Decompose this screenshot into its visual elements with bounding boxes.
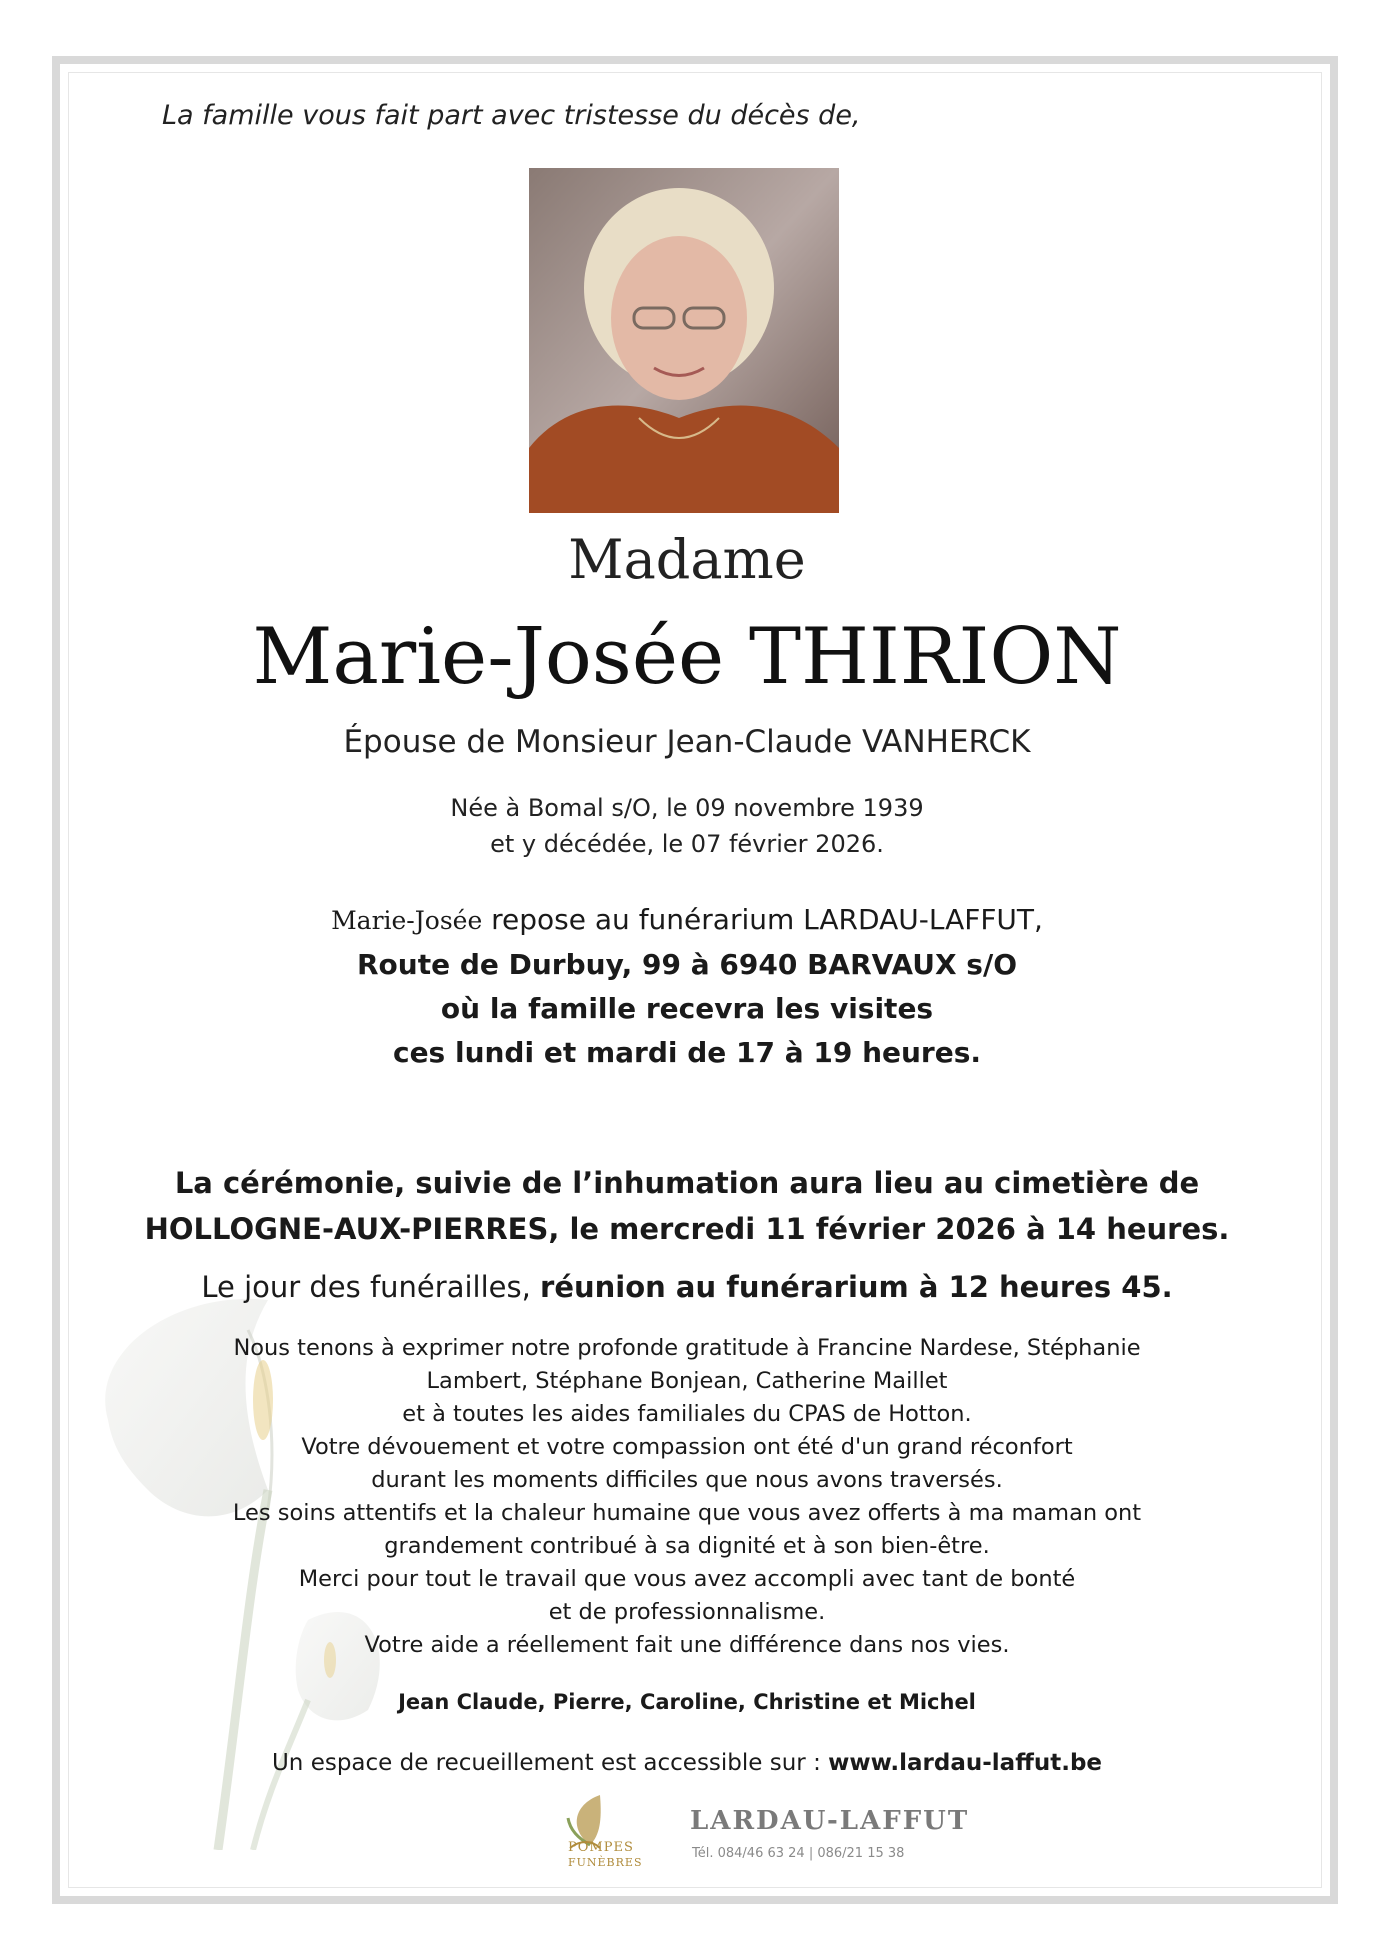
memorial-link-line <box>60 1750 1314 1776</box>
address-line: Route de Durbuy, 99 à 6940 BARVAUX s/O <box>356 948 1017 981</box>
death-line: et y décédée, le 07 février 2026. <box>490 830 884 858</box>
thanks-line: Votre aide a réellement fait une différence dans nos vies. <box>364 1632 1010 1658</box>
repose-text: repose au funérarium LARDAU-LAFFUT, <box>482 903 1043 936</box>
meeting-prefix: Le jour des funérailles, <box>201 1270 541 1304</box>
thanks-block <box>60 1332 1314 1662</box>
portrait-photo <box>529 168 839 513</box>
visitation-block <box>60 898 1314 1075</box>
link-prefix: Un espace de recueillement est accessible sur : <box>271 1750 829 1776</box>
visits-line-1: où la famille recevra les visites <box>440 992 934 1025</box>
visits-line-2: ces lundi et mardi de 17 à 19 heures. <box>392 1036 982 1069</box>
intro-text: La famille vous fait part avec tristesse du décès de, <box>162 100 861 131</box>
thanks-line: Nous tenons à exprimer notre profonde gratitude à Francine Nardese, Stéphanie <box>233 1335 1141 1361</box>
repose-name: Marie-Josée <box>331 906 483 935</box>
thanks-line: Votre dévouement et votre compassion ont été d'un grand réconfort <box>301 1434 1073 1460</box>
repose-line <box>60 898 1314 943</box>
title-madame: Madame <box>568 528 806 591</box>
ceremony-line-2: HOLLOGNE-AUX-PIERRES, le mercredi 11 février 2026 à 14 heures. <box>144 1212 1230 1246</box>
thanks-line: et à toutes les aides familiales du CPAS de Hotton. <box>402 1401 972 1427</box>
memorial-website-link[interactable]: www.lardau-laffut.be <box>828 1750 1103 1776</box>
thanks-line: durant les moments difficiles que nous avons traversés. <box>371 1467 1003 1493</box>
logo-text-funebres: FUNÈBRES <box>568 1856 643 1869</box>
family-signature: Jean Claude, Pierre, Caroline, Christine et Michel <box>398 1690 976 1714</box>
spouse-line: Épouse de Monsieur Jean-Claude VANHERCK <box>343 724 1031 760</box>
deceased-name: Marie-Josée THIRION <box>252 612 1122 702</box>
ceremony-line-1: La cérémonie, suivie de l’inhumation aura lieu au cimetière de <box>174 1166 1200 1200</box>
ceremony-block <box>60 1160 1314 1252</box>
logo-text-pompes: POMPES <box>568 1840 634 1855</box>
birth-line: Née à Bomal s/O, le 09 novembre 1939 <box>450 794 924 822</box>
thanks-line: grandement contribué à sa dignité et à son bien-être. <box>384 1533 990 1559</box>
thanks-line: Lambert, Stéphane Bonjean, Catherine Maillet <box>426 1368 948 1394</box>
thanks-line: et de professionnalisme. <box>548 1599 826 1625</box>
birth-death-block <box>60 790 1314 862</box>
phone-numbers: Tél. 084/46 63 24 | 086/21 15 38 <box>692 1846 905 1861</box>
thanks-line: Les soins attentifs et la chaleur humaine que vous avez offerts à ma maman ont <box>232 1500 1142 1526</box>
meeting-bold: réunion au funérarium à 12 heures 45. <box>540 1270 1173 1304</box>
funeral-home-brand: LARDAU-LAFFUT <box>690 1806 970 1836</box>
thanks-line: Merci pour tout le travail que vous avez accompli avec tant de bonté <box>298 1566 1076 1592</box>
meeting-line <box>60 1270 1314 1304</box>
